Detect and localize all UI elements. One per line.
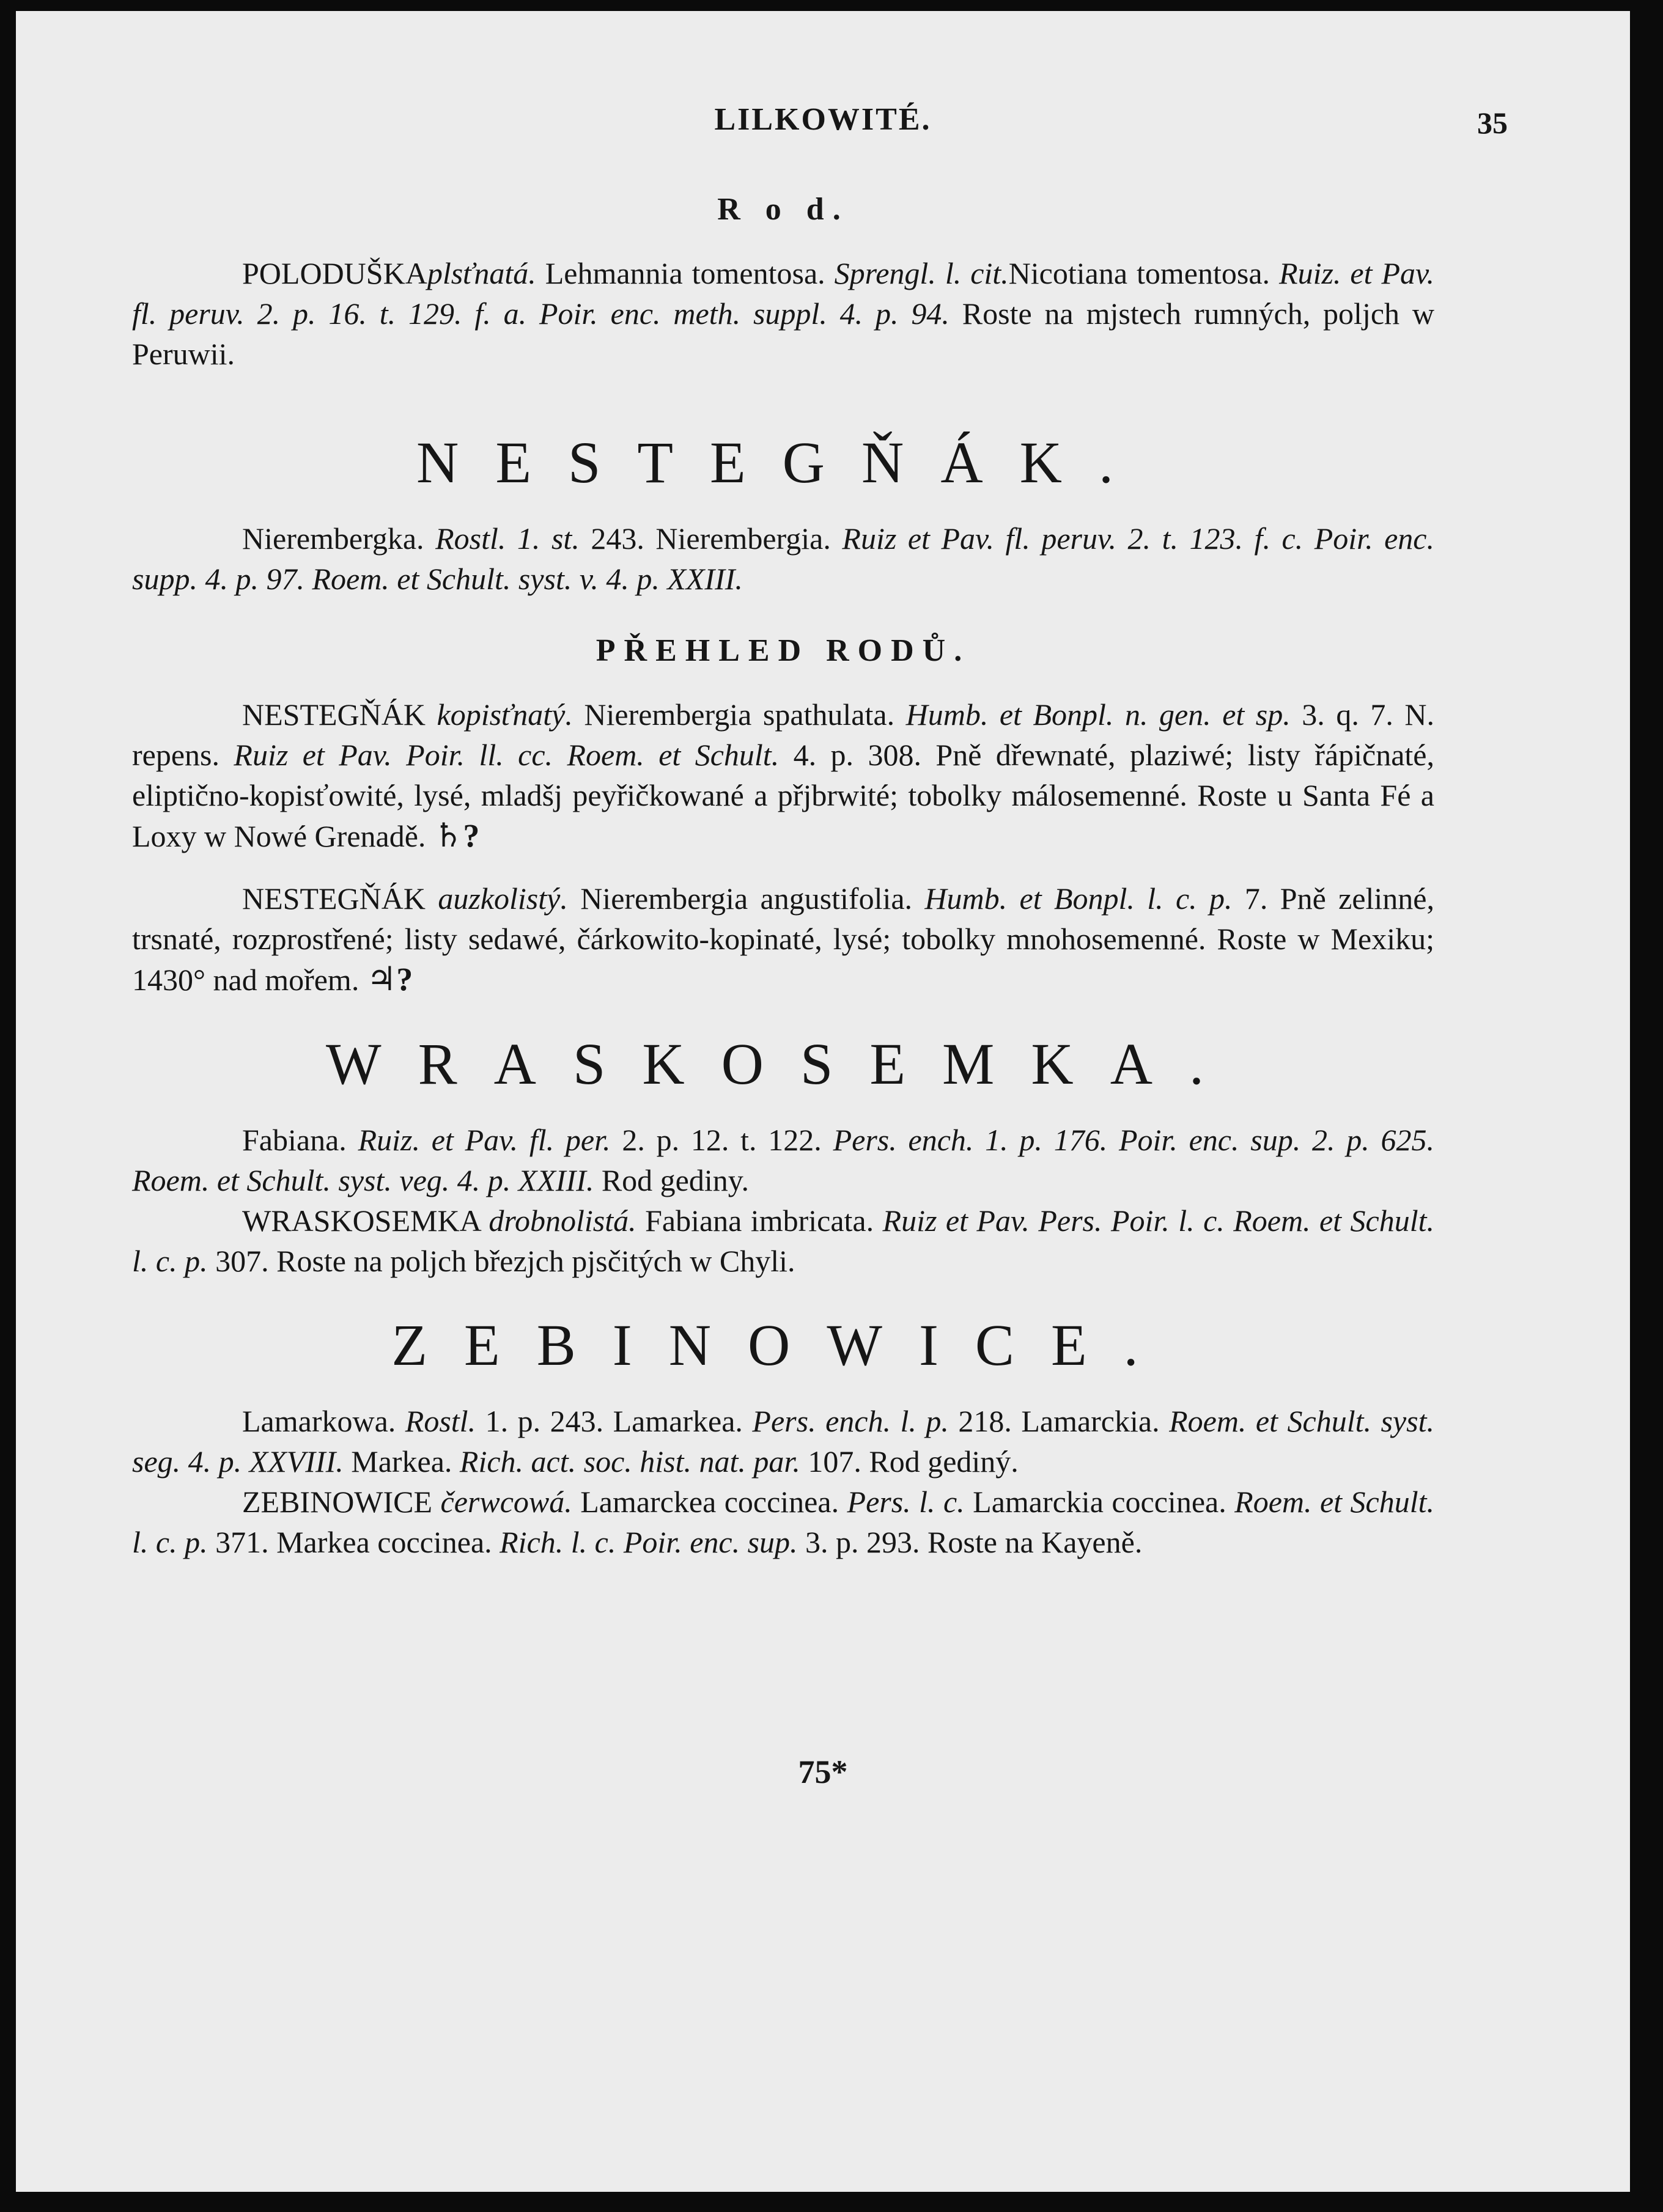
reference: Roem. et Schult. syst. seg. 4. p. XXVIII. [132,1404,1434,1479]
zebinowice-species [132,1482,1434,1562]
entry-text: Markea. [343,1444,460,1479]
entry-text: Lehmannia tomentosa. [536,256,835,290]
nestegnak-intro [132,518,1434,599]
page-title: LILKOWITÉ. [714,102,932,137]
entry-text: Nierembergia spathulata. [572,697,906,732]
entry-text: Roste na mjstech rumných, poljch w Peruwii. [132,296,1434,371]
entry-text: Lamarkowa. [242,1404,405,1438]
reference: Roem. et Schult. l. c. p. [132,1485,1434,1559]
prehled-rodu-heading: PŘEHLED RODŮ. [596,633,971,668]
reference: Pers. l. c. [847,1485,965,1519]
entry-text: 2. p. 12. t. 122. [610,1123,833,1157]
entry-text: Lamarckia coccinea. [964,1485,1235,1519]
entry-text: Nicotiana tomentosa. [1008,256,1280,290]
species-epithet: drobnolistá. [489,1203,636,1238]
page-body [132,188,1434,1562]
entry-text: 7. Pně zelinné, trsnaté, rozprostřené; listy sedawé, čárkowito-kopinaté, lysé; tobolky mnohosemenné. Roste w Mexiku; 1430° nad mořem. [132,881,1434,997]
species-epithet: auzkolistý. [438,881,568,916]
entry-text: 107. Rod gediný. [800,1444,1019,1479]
reference: Rostl. 1. st. [435,521,580,556]
entry-text: Fabiana. [242,1123,358,1157]
reference: Ruiz. et Pav. fl. peruv. 2. p. 16. t. 129. f. a. Poir. enc. meth. suppl. 4. p. 94. [132,256,1435,331]
entry-text: Nierembergka. [242,521,436,556]
genus-heading-zebinowice: ZEBINOWICE. [391,1312,1175,1378]
reference: Rostl. [405,1404,476,1438]
reference: Humb. et Bonpl. l. c. p. [924,881,1233,916]
species-name: POLODUŠKA [242,256,427,290]
reference: Rich. l. c. Poir. enc. sup. [500,1525,798,1559]
reference: Pers. ench. l. p. [752,1404,949,1438]
nestegnak-species-1 [132,694,1434,856]
entry-text: 307. Roste na poljch březjch pjsčitých w Chyli. [207,1244,795,1278]
entry-text: 1. p. 243. Lamarkea. [476,1404,753,1438]
entry-text: Nierembergia angustifolia. [567,881,925,916]
entry-text: Rod gediny. [594,1163,750,1197]
wraskosemka-intro [132,1120,1434,1200]
species-epithet: kopisťnatý. [437,697,573,732]
nestegnak-species-2 [132,878,1434,1000]
reference: Ruiz et Pav. Poir. ll. cc. Roem. et Schult. [234,738,780,772]
entry-text: 4. p. 308. Pně dřewnaté, plaziwé; listy řápičnaté, eliptično-kopisťowité, lysé, mladšj peyřičkowané a přjbrwité; tobolky málosemenné. Roste u Santa Fé a Loxy w Nowé Grenadě. [132,738,1434,853]
entry-text: Fabiana imbricata. [636,1203,883,1238]
genus-heading-wraskosemka: WRASKOSEMKA. [325,1031,1241,1097]
reference: Ruiz. et Pav. fl. per. [358,1123,611,1157]
species-name: ZEBINOWICE [242,1485,433,1519]
running-header [16,101,1630,150]
reference: Humb. et Bonpl. n. gen. et sp. [905,697,1291,732]
rod-heading: R o d. [717,192,849,227]
species-name: NESTEGŇÁK [242,881,426,916]
zebinowice-intro [132,1401,1434,1482]
entry-text: 243. Nierembergia. [579,521,843,556]
page-number: 35 [1477,106,1508,140]
genus-heading-nestegnak: NESTEGŇÁK. [416,430,1150,495]
entry-text: 3. p. 293. Roste na Kayeně. [797,1525,1143,1559]
reference: Ruiz et Pav. Pers. Poir. l. c. Roem. et Schult. l. c. p. [132,1203,1434,1278]
reference: Sprengl. l. cit. [834,256,1009,290]
lifeform-symbol: ♄? [433,817,480,854]
signature-mark: 75* [798,1754,848,1790]
entry-text: 3. q. 7. N. repens. [132,697,1434,772]
entry-text: Lamarckea coccinea. [572,1485,847,1519]
species-epithet: čerwcowá. [440,1485,572,1519]
reference: Ruiz et Pav. fl. peruv. 2. t. 123. f. c. Poir. enc. supp. 4. p. 97. Roem. et Schult. syst. v. 4. p. XXIII. [132,521,1434,596]
species-name: WRASKOSEMKA [242,1203,480,1238]
entry-text: 218. Lamarckia. [948,1404,1170,1438]
reference: Rich. act. soc. hist. nat. par. [459,1444,800,1479]
lifeform-symbol: ♃? [366,961,413,998]
entry-text: 371. Markea coccinea. [207,1525,500,1559]
polodushka-entry [132,253,1434,374]
wraskosemka-species [132,1200,1434,1281]
book-page [16,11,1630,2192]
species-epithet: plsťnatá. [427,256,536,290]
reference: Pers. ench. 1. p. 176. Poir. enc. sup. 2. p. 625. Roem. et Schult. syst. veg. 4. p. XXIII. [132,1123,1435,1197]
species-name: NESTEGŇÁK [242,697,426,732]
